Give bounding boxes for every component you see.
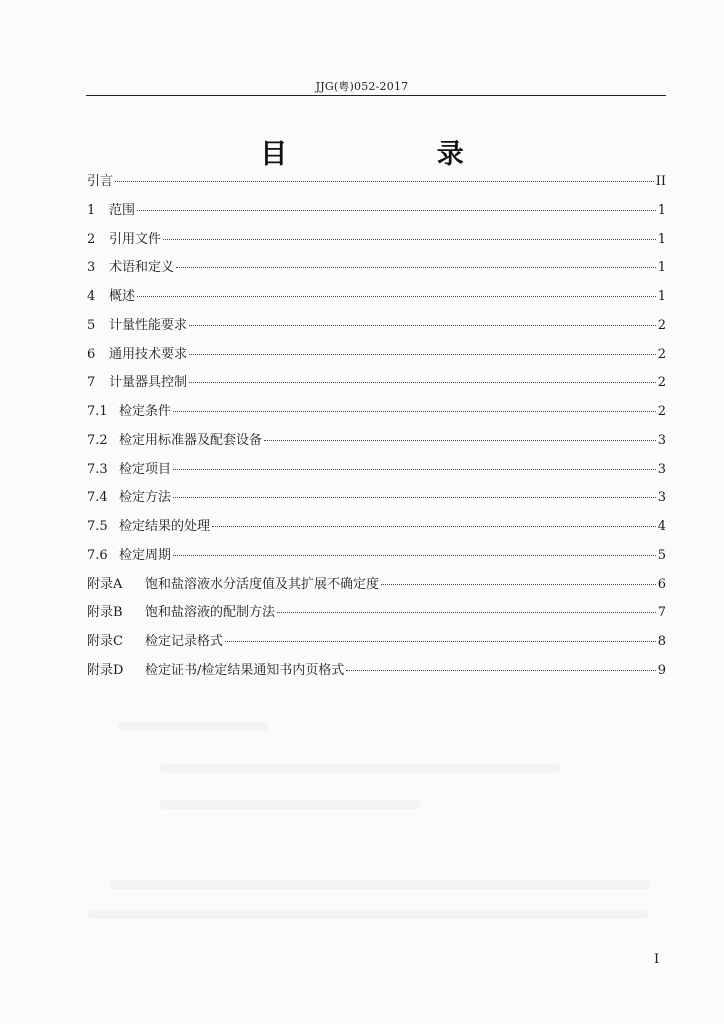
toc-entry[interactable] bbox=[87, 601, 666, 630]
toc-entry[interactable] bbox=[87, 544, 666, 573]
toc-entry[interactable] bbox=[87, 371, 666, 400]
dot-leader bbox=[173, 555, 656, 556]
toc-entry[interactable] bbox=[87, 429, 666, 458]
toc-entry-page: 5 bbox=[657, 547, 666, 563]
toc-entry[interactable] bbox=[87, 515, 666, 544]
dot-leader bbox=[189, 354, 656, 355]
toc-entry-label: 检定项目 bbox=[119, 461, 172, 477]
toc-entry-label: 通用技术要求 bbox=[109, 346, 188, 362]
toc-entry-number: 4 bbox=[87, 289, 96, 304]
toc-entry-number: 7.5 bbox=[87, 519, 108, 534]
toc-entry[interactable] bbox=[87, 228, 666, 257]
dot-leader bbox=[189, 382, 656, 383]
toc-entry-label: 引言 bbox=[87, 174, 114, 189]
dot-leader bbox=[163, 239, 656, 240]
show-through-line bbox=[110, 880, 650, 889]
toc-entry-page: 1 bbox=[657, 231, 666, 247]
toc-entry-page: 3 bbox=[657, 432, 666, 448]
toc-entry-number: 5 bbox=[87, 317, 96, 333]
table-of-contents bbox=[87, 170, 666, 688]
toc-entry-label: 检定用标准器及配套设备 bbox=[119, 432, 263, 448]
toc-entry[interactable] bbox=[87, 314, 666, 343]
toc-entry-label: 饱和盐溶液水分活度值及其扩展不确定度 bbox=[145, 576, 380, 592]
toc-entry-page: 8 bbox=[657, 634, 666, 649]
toc-entry-number: 6 bbox=[87, 346, 96, 362]
toc-entry-page: 4 bbox=[657, 519, 666, 534]
dot-leader bbox=[173, 411, 656, 412]
toc-entry[interactable] bbox=[87, 458, 666, 487]
toc-entry-page: 9 bbox=[657, 662, 666, 678]
toc-entry-page: 2 bbox=[657, 404, 666, 419]
show-through-line bbox=[160, 764, 560, 773]
toc-entry-number: 附录B bbox=[87, 605, 123, 621]
toc-entry-label: 计量器具控制 bbox=[109, 375, 188, 391]
toc-entry[interactable] bbox=[87, 170, 666, 199]
toc-entry-label: 术语和定义 bbox=[109, 260, 175, 276]
toc-entry-page: 1 bbox=[657, 289, 666, 304]
dot-leader bbox=[264, 440, 656, 441]
toc-entry-number: 附录C bbox=[87, 634, 123, 649]
dot-leader bbox=[346, 670, 655, 671]
document-code: JJG(粤)052-2017 bbox=[315, 80, 409, 93]
toc-entry-label: 概述 bbox=[109, 289, 136, 304]
toc-entry-page: 3 bbox=[657, 490, 666, 506]
show-through-line bbox=[160, 800, 420, 809]
toc-entry-page: 2 bbox=[657, 375, 666, 391]
toc-entry[interactable] bbox=[87, 486, 666, 515]
dot-leader bbox=[225, 641, 656, 642]
toc-entry[interactable] bbox=[87, 659, 666, 688]
toc-entry-label: 计量性能要求 bbox=[109, 317, 188, 333]
toc-entry-label: 检定结果的处理 bbox=[119, 519, 211, 534]
toc-entry-page: 3 bbox=[657, 461, 666, 477]
toc-entry-number: 3 bbox=[87, 260, 96, 276]
toc-entry-label: 检定方法 bbox=[119, 490, 172, 506]
toc-entry-page: 2 bbox=[657, 317, 666, 333]
toc-entry-label: 引用文件 bbox=[109, 231, 162, 247]
toc-entry[interactable] bbox=[87, 343, 666, 372]
dot-leader bbox=[115, 181, 654, 182]
toc-entry[interactable] bbox=[87, 630, 666, 659]
dot-leader bbox=[277, 612, 656, 613]
dot-leader bbox=[173, 469, 656, 470]
dot-leader bbox=[137, 210, 656, 211]
toc-entry-page: II bbox=[655, 174, 666, 189]
toc-entry-number: 7.6 bbox=[87, 547, 108, 563]
header-rule bbox=[86, 95, 666, 96]
page-title: 目 录 bbox=[260, 139, 534, 170]
show-through-line bbox=[88, 910, 648, 919]
toc-entry-number: 7 bbox=[87, 375, 96, 391]
toc-entry-number: 附录D bbox=[87, 662, 124, 678]
toc-entry-page: 7 bbox=[657, 605, 666, 621]
toc-entry-page: 6 bbox=[657, 576, 666, 592]
toc-entry[interactable] bbox=[87, 400, 666, 429]
toc-entry-number: 2 bbox=[87, 231, 96, 247]
toc-entry-label: 检定条件 bbox=[119, 404, 172, 419]
toc-entry-label: 饱和盐溶液的配制方法 bbox=[145, 605, 276, 621]
toc-entry[interactable] bbox=[87, 199, 666, 228]
toc-entry-number: 附录A bbox=[87, 576, 123, 592]
toc-entry-number: 7.4 bbox=[87, 490, 108, 506]
toc-entry-page: 2 bbox=[657, 346, 666, 362]
toc-entry-number: 7.1 bbox=[87, 404, 108, 419]
dot-leader bbox=[189, 325, 656, 326]
dot-leader bbox=[173, 497, 656, 498]
toc-entry-page: 1 bbox=[657, 202, 666, 218]
toc-entry-label: 检定记录格式 bbox=[145, 634, 224, 649]
toc-entry-number: 1 bbox=[87, 202, 96, 218]
dot-leader bbox=[381, 584, 656, 585]
toc-entry[interactable] bbox=[87, 256, 666, 285]
toc-entry-number: 7.2 bbox=[87, 432, 108, 448]
toc-entry-page: 1 bbox=[657, 260, 666, 276]
dot-leader bbox=[176, 267, 656, 268]
toc-entry-label: 检定证书/检定结果通知书内页格式 bbox=[145, 662, 345, 678]
dot-leader bbox=[212, 526, 656, 527]
toc-entry[interactable] bbox=[87, 573, 666, 602]
page-number: I bbox=[654, 952, 660, 967]
show-through-line bbox=[118, 722, 268, 731]
toc-entry[interactable] bbox=[87, 285, 666, 314]
toc-entry-label: 检定周期 bbox=[119, 547, 172, 563]
toc-entry-number: 7.3 bbox=[87, 461, 108, 477]
dot-leader bbox=[137, 296, 656, 297]
toc-entry-label: 范围 bbox=[109, 202, 136, 218]
